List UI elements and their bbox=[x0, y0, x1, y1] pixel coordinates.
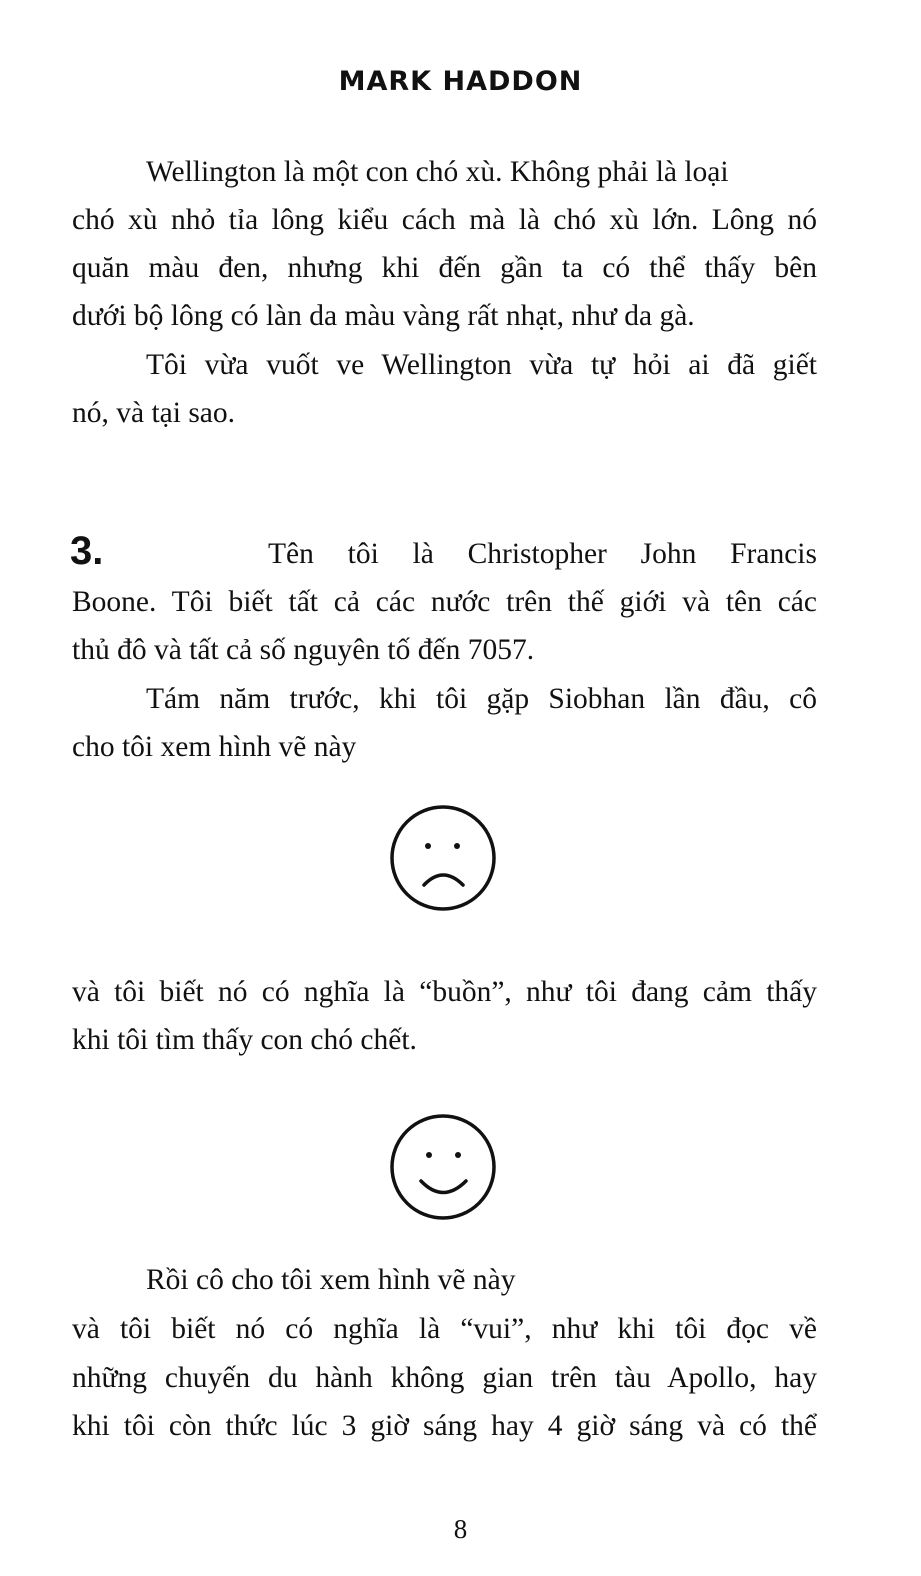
text-line: Tên tôi là Christopher John Francis bbox=[268, 538, 817, 570]
text-line: dưới bộ lông có làn da màu vàng rất nhạt, như da gà. bbox=[72, 300, 695, 332]
text-line: thủ đô và tất cả số nguyên tố đến 7057. bbox=[72, 634, 535, 666]
text-line: và tôi biết nó có nghĩa là “buồn”, như tôi đang cảm thấy bbox=[72, 976, 817, 1008]
text-line: và tôi biết nó có nghĩa là “vui”, như khi tôi đọc về bbox=[72, 1313, 817, 1345]
text-line: cho tôi xem hình vẽ này bbox=[72, 731, 357, 763]
text-line: khi tôi còn thức lúc 3 giờ sáng hay 4 giờ sáng và có thể bbox=[72, 1410, 817, 1442]
text-line: Tôi vừa vuốt ve Wellington vừa tự hỏi ai đã giết bbox=[146, 349, 817, 381]
running-header: MARK HADDON bbox=[338, 66, 583, 97]
chapter-number: 3. bbox=[70, 529, 104, 573]
text-line: Tám năm trước, khi tôi gặp Siobhan lần đầu, cô bbox=[146, 683, 817, 715]
text-line: Boone. Tôi biết tất cả các nước trên thế giới và tên các bbox=[72, 586, 817, 618]
sad-face-icon bbox=[388, 803, 498, 913]
text-line: nó, và tại sao. bbox=[72, 397, 236, 429]
page-number: 8 bbox=[453, 1514, 468, 1544]
text-line: Rồi cô cho tôi xem hình vẽ này bbox=[146, 1264, 516, 1296]
happy-face-icon bbox=[388, 1112, 498, 1222]
text-line: Wellington là một con chó xù. Không phải là loại bbox=[146, 156, 729, 188]
text-line: những chuyến du hành không gian trên tàu Apollo, hay bbox=[72, 1362, 817, 1394]
text-line: quăn màu đen, nhưng khi đến gần ta có thể thấy bên bbox=[72, 252, 817, 284]
text-line: chó xù nhỏ tỉa lông kiểu cách mà là chó xù lớn. Lông nó bbox=[72, 204, 817, 236]
text-line: khi tôi tìm thấy con chó chết. bbox=[72, 1024, 417, 1056]
